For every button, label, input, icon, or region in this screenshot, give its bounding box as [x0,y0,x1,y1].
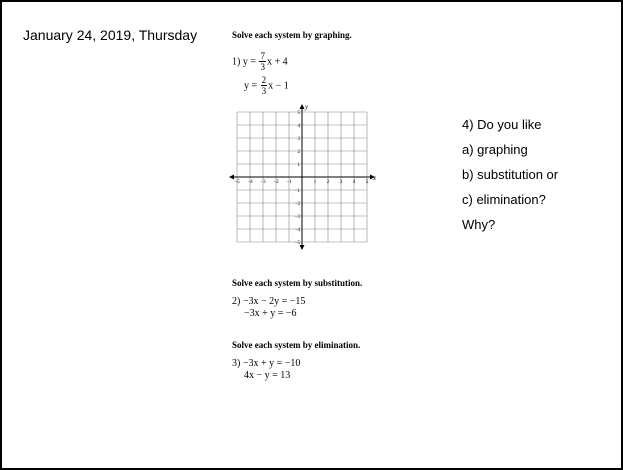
y-tick-label: 4 [297,124,300,129]
y-tick-label: 3 [297,137,300,142]
question-line-2: a) graphing [462,142,528,157]
equation-lhs: y = [242,56,259,68]
y-axis-label: y [305,103,309,111]
y-tick-label: −3 [294,215,300,220]
y-axis-arrow-up [300,104,305,109]
elimination-heading: Solve each system by elimination. [232,340,361,350]
question-line-1: 4) Do you like [462,117,542,132]
graphing-equation-2 [244,76,289,96]
equation-text: −3x + y = −10 [242,358,301,369]
graphing-equation-1 [232,52,288,72]
question-line-5: Why? [462,217,496,232]
elimination-equation-2: 4x − y = 13 [244,370,291,381]
x-tick-label: 1 [313,180,317,185]
fraction-numerator: 7 [260,51,265,61]
y-tick-label: 2 [297,150,300,155]
fraction-denominator: 3 [261,86,267,96]
x-tick-label: 2 [326,180,330,185]
equation-rest: x − 1 [268,80,289,92]
x-axis-arrow-left [229,175,234,180]
x-tick-label: −5 [234,180,240,185]
y-tick-label: −4 [294,228,300,233]
equation-text: −3x − 2y = −15 [242,296,306,307]
x-tick-label: −1 [286,180,292,185]
problem-number: 2) [232,296,241,307]
y-axis-arrow-down [300,245,305,250]
x-tick-label: 4 [352,180,356,185]
date-line: January 24, 2019, Thursday [23,27,198,43]
equation-lhs: y = [244,80,260,92]
x-tick-label: −4 [247,180,253,185]
x-tick-label: 5 [365,180,369,185]
x-tick-label: 3 [339,180,343,185]
x-tick-label: −3 [260,180,266,185]
substitution-equation-2: −3x + y = −6 [244,308,297,319]
question-line-3: b) substitution or [462,167,559,182]
elimination-equation-1 [232,359,300,369]
fraction-denominator: 3 [260,62,265,72]
y-tick-label: −2 [294,202,300,207]
problem-number: 1) [232,56,241,68]
problem-number: 3) [232,358,241,369]
x-axis-label: x [373,174,377,182]
fraction [259,52,266,72]
x-tick-label: −2 [273,180,279,185]
equation-rest: x + 4 [266,56,288,68]
y-tick-label: −5 [294,241,300,246]
fraction-numerator: 2 [261,75,267,85]
fraction [261,76,268,96]
graphing-heading: Solve each system by graphing. [232,30,352,40]
question-line-4: c) elimination? [462,192,546,207]
substitution-heading: Solve each system by substitution. [232,278,363,288]
y-tick-label: −1 [294,189,300,194]
y-tick-label: 1 [297,163,300,168]
coordinate-grid [227,102,377,252]
y-tick-label: 5 [297,111,300,116]
substitution-equation-1 [232,297,305,307]
